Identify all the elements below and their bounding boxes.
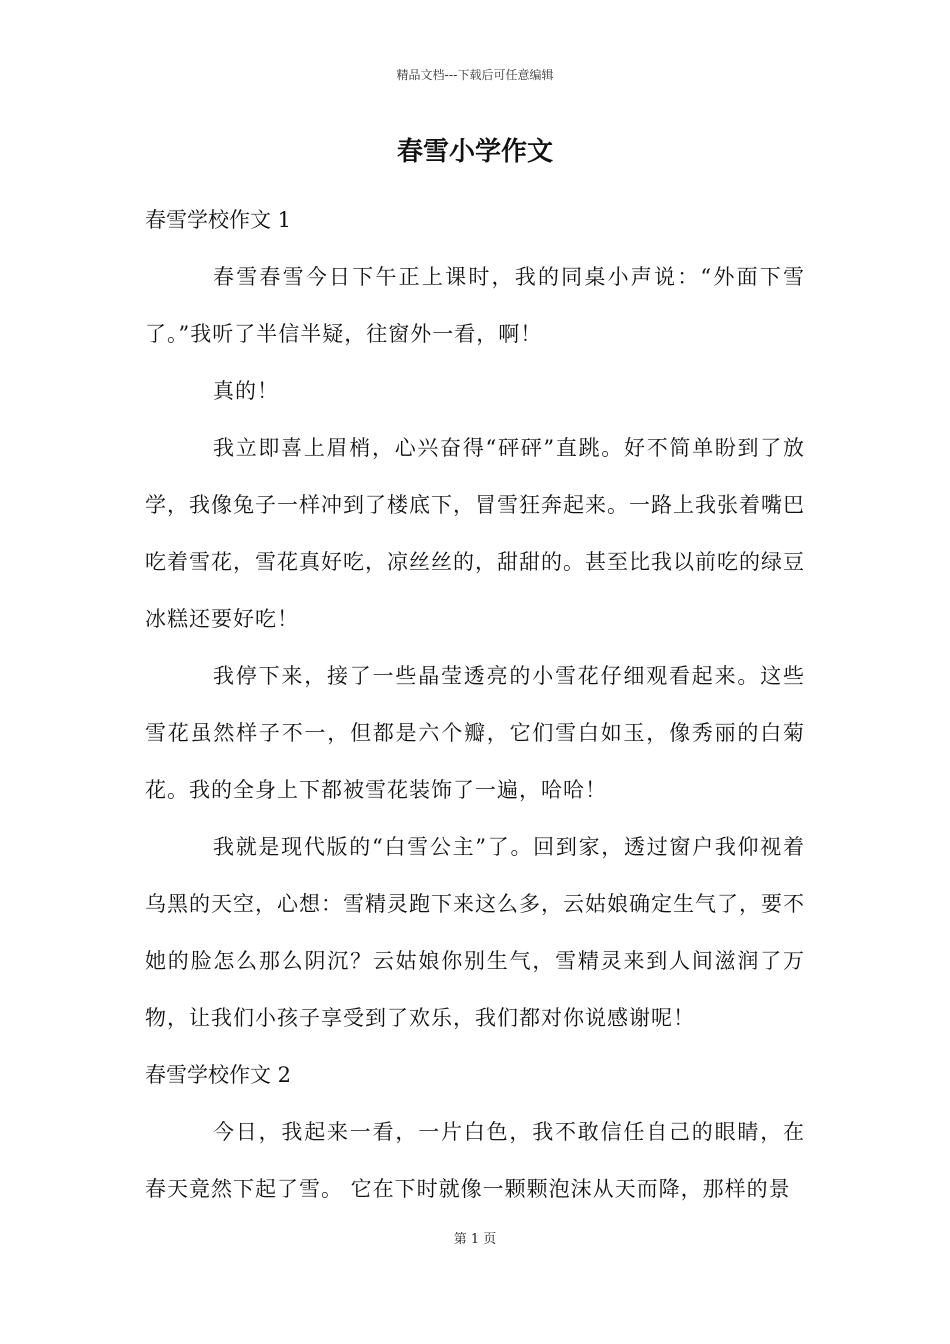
document-title: 春雪小学作文	[396, 137, 553, 167]
page-number: 第 1 页	[453, 1232, 497, 1247]
section-heading: 春雪学校作文 1	[145, 208, 292, 232]
section-heading: 春雪学校作文 2	[145, 1063, 292, 1087]
paragraph: 春雪春雪今日下午正上课时，我的同桌小声说：“外面下雪了。”我听了半信半疑，往窗外一看，啊！	[145, 265, 805, 346]
paragraph: 我停下来，接了一些晶莹透亮的小雪花仔细观看起来。这些雪花虽然样子不一，但都是六个瓣，它们雪白如玉，像秀丽的白菊花。我的全身上下都被雪花装饰了一遍，哈哈！	[145, 664, 805, 802]
section-2	[145, 1047, 805, 1218]
paragraph: 我立即喜上眉梢，心兴奋得“砰砰”直跳。好不简单盼到了放学，我像兔子一样冲到了楼底下，冒雪狂奔起来。一路上我张着嘴巴吃着雪花，雪花真好吃，凉丝丝的，甜甜的。甚至比我以前吃的绿豆冰糕还要好吃！	[145, 436, 805, 631]
paragraph: 我就是现代版的“白雪公主”了。回到家，透过窗户我仰视着乌黑的天空，心想：雪精灵跑下来这么多，云姑娘确定生气了，要不她的脸怎么那么阴沉？云姑娘你别生气，雪精灵来到人间滋润了万物，让我们小孩子享受到了欢乐，我们都对你说感谢呢！	[145, 835, 805, 1030]
document-body	[145, 192, 805, 1218]
paragraph: 今日，我起来一看，一片白色，我不敢信任自己的眼睛，在春天竟然下起了雪。 它在下时就像一颗颗泡沫从天而降，那样的景	[145, 1120, 805, 1201]
paragraph: 真的！	[213, 379, 279, 403]
header-note: 精品文档---下载后可任意编辑	[396, 68, 554, 82]
section-1	[145, 192, 805, 1047]
